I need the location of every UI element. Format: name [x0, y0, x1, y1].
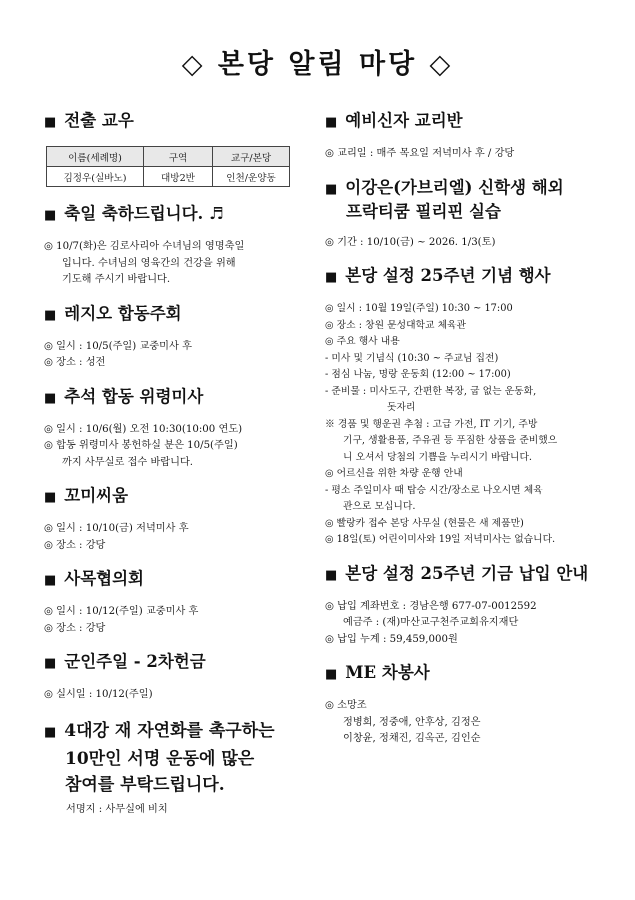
notice-line: 입니다. 수녀님의 영육간의 건강을 위해 — [62, 257, 236, 269]
notice-line: ◎ 기간 : 10/10(금) ~ 2026. 1/3(토) — [325, 236, 496, 248]
square-bullet-icon: ■ — [44, 724, 57, 740]
square-bullet-icon: ■ — [325, 667, 338, 682]
notice-line: ◎ 일시 : 10/12(주일) 교중미사 후 — [44, 606, 199, 617]
notice-line: - 평소 주일미사 때 탑승 시간/장소로 나오시면 체육 — [325, 484, 543, 496]
square-bullet-icon: ■ — [44, 208, 57, 223]
square-bullet-icon: ■ — [325, 567, 338, 583]
notice-line: ※ 경품 및 행운권 추첨 : 고급 가전, IT 기기, 주방 — [325, 418, 538, 430]
notice-line: ◎ 일시 : 10/5(주일) 교중미사 후 — [44, 340, 192, 352]
table-cell: 김정우(실바노) — [47, 167, 144, 187]
notice-line: ◎ 납입 계좌번호 : 경남은행 677-07-0012592 — [325, 600, 537, 612]
section-transfer-members — [44, 110, 306, 187]
square-bullet-icon: ■ — [325, 181, 338, 197]
notice-line: ◎ 실시일 : 10/12(주일) — [44, 689, 153, 700]
square-bullet-icon: ■ — [44, 573, 57, 588]
section-heading: ■ 축일 축하드립니다. ♬ — [44, 204, 224, 223]
notice-line: 돗자리 — [387, 402, 416, 413]
section-heading: ■ 군인주일 - 2차헌금 — [44, 652, 206, 671]
square-bullet-icon: ■ — [44, 490, 57, 505]
notice-line: ◎ 납입 누계 : 59,459,000원 — [325, 633, 458, 645]
notice-line: 기도해 주시기 바랍니다. — [62, 274, 171, 285]
notice-line: ◎ 18일(토) 어린이미사와 19일 저녁미사는 없습니다. — [325, 534, 556, 545]
section-heading-line: 10만인 서명 운동에 많은 — [65, 748, 255, 769]
notice-line: ◎ 합동 위령미사 봉헌하실 분은 10/5(주일) — [44, 440, 238, 451]
section-heading: ■ 본당 설정 25주년 기념 행사 — [325, 266, 551, 285]
notice-line: - 준비물 : 미사도구, 간편한 복장, 굽 없는 운동화, — [325, 385, 537, 397]
section-comitium — [44, 485, 306, 554]
section-heading: ■ ME 차봉사 — [325, 663, 430, 682]
table-cell: 대방2반 — [144, 167, 213, 187]
notice-line: ◎ 장소 : 강당 — [44, 539, 106, 551]
section-heading: ■ 본당 설정 25주년 기금 납입 안내 — [325, 563, 589, 583]
section-heading: ■ 사목협의회 — [44, 569, 144, 588]
section-fund-payment — [325, 563, 597, 649]
table-header-row — [47, 147, 290, 167]
right-column — [325, 110, 597, 748]
notice-line: 예금주 : (재)마산교구천주교회유지재단 — [343, 617, 519, 628]
section-anniversary-event — [325, 265, 597, 549]
notice-line: ◎ 일시 : 10/6(월) 오전 10:30(10:00 연도) — [44, 423, 243, 435]
section-heading: ■ 4대강 재 자연화를 촉구하는 — [44, 720, 275, 741]
notice-line: - 미사 및 기념식 (10:30 ~ 주교님 집전) — [325, 352, 499, 364]
section-military-sunday — [44, 651, 306, 704]
section-heading: ■ 이강은(가브리엘) 신학생 해외 — [325, 177, 564, 197]
notice-line: ◎ 일시 : 10/10(금) 저녁미사 후 — [44, 523, 189, 534]
notice-line: ◎ 장소 : 강당 — [44, 622, 106, 634]
square-bullet-icon: ■ — [325, 115, 338, 130]
square-bullet-icon: ■ — [325, 270, 338, 285]
notice-line: ◎ 소망조 — [325, 700, 367, 711]
square-bullet-icon: ■ — [44, 390, 57, 406]
section-heading: ■ 레지오 합동주회 — [44, 303, 182, 323]
section-heading-line: 프락티쿰 필리핀 실습 — [346, 201, 501, 221]
section-feast-day — [44, 203, 306, 289]
square-bullet-icon: ■ — [44, 307, 57, 323]
section-river-petition — [44, 718, 306, 819]
notice-line: - 점심 나눔, 명랑 운동회 (12:00 ~ 17:00) — [325, 369, 511, 380]
table-header-cell: 구역 — [144, 147, 213, 167]
section-heading: ■ 전출 교우 — [44, 111, 134, 130]
section-memorial-mass — [44, 386, 306, 472]
section-seminarian-practicum — [325, 177, 597, 252]
table-row — [47, 167, 290, 187]
notice-line: 서명지 : 사무실에 비치 — [66, 803, 168, 815]
section-heading: ■ 추석 합동 위령미사 — [44, 386, 204, 406]
page-title: ◇ 본당 알림 마당 ◇ — [181, 49, 454, 80]
notice-line: 까지 사무실로 접수 바랍니다. — [62, 456, 194, 468]
section-legio — [44, 303, 306, 372]
transfer-members-table — [46, 146, 290, 187]
square-bullet-icon: ■ — [44, 115, 57, 130]
notice-line: 관으로 모십니다. — [343, 501, 416, 512]
notice-line: ◎ 일시 : 10월 19일(주일) 10:30 ~ 17:00 — [325, 303, 513, 314]
section-heading: ■ 예비신자 교리반 — [325, 111, 463, 130]
notice-line: 이창윤, 정채진, 김옥곤, 김인순 — [343, 733, 481, 744]
notice-line: ◎ 빨랑카 접수 본당 사무실 (현물은 새 제품만) — [325, 517, 524, 529]
square-bullet-icon: ■ — [44, 656, 57, 671]
section-catechumen-class — [325, 110, 597, 163]
section-heading: ■ 꼬미씨움 — [44, 486, 129, 505]
notice-line: 정병희, 정중애, 안후상, 김정은 — [343, 716, 481, 728]
section-pastoral-council — [44, 568, 306, 637]
table-header-cell: 이름(세례명) — [47, 147, 144, 167]
table-header-cell: 교구/본당 — [213, 147, 290, 167]
table-cell: 인천/운양동 — [213, 167, 290, 187]
notice-line: ◎ 10/7(화)은 김로사리아 수녀님의 영명축일 — [44, 241, 245, 252]
notice-line: ◎ 장소 : 성전 — [44, 357, 106, 368]
notice-line: ◎ 장소 : 창원 문성대학교 체육관 — [325, 319, 466, 331]
left-column — [44, 110, 306, 818]
notice-line: ◎ 어르신을 위한 차량 운행 안내 — [325, 468, 463, 479]
notice-line: 기구, 생활용품, 주유권 등 푸짐한 상품을 준비했으 — [343, 435, 558, 446]
section-me-service — [325, 662, 597, 748]
notice-line: ◎ 주요 행사 내용 — [325, 336, 400, 347]
section-heading-line: 참여를 부탁드립니다. — [65, 774, 225, 795]
notice-line: ◎ 교리일 : 매주 목요일 저녁미사 후 / 강당 — [325, 148, 515, 159]
notice-line: 니 오셔서 당첨의 기쁨을 누리시기 바랍니다. — [343, 451, 533, 463]
